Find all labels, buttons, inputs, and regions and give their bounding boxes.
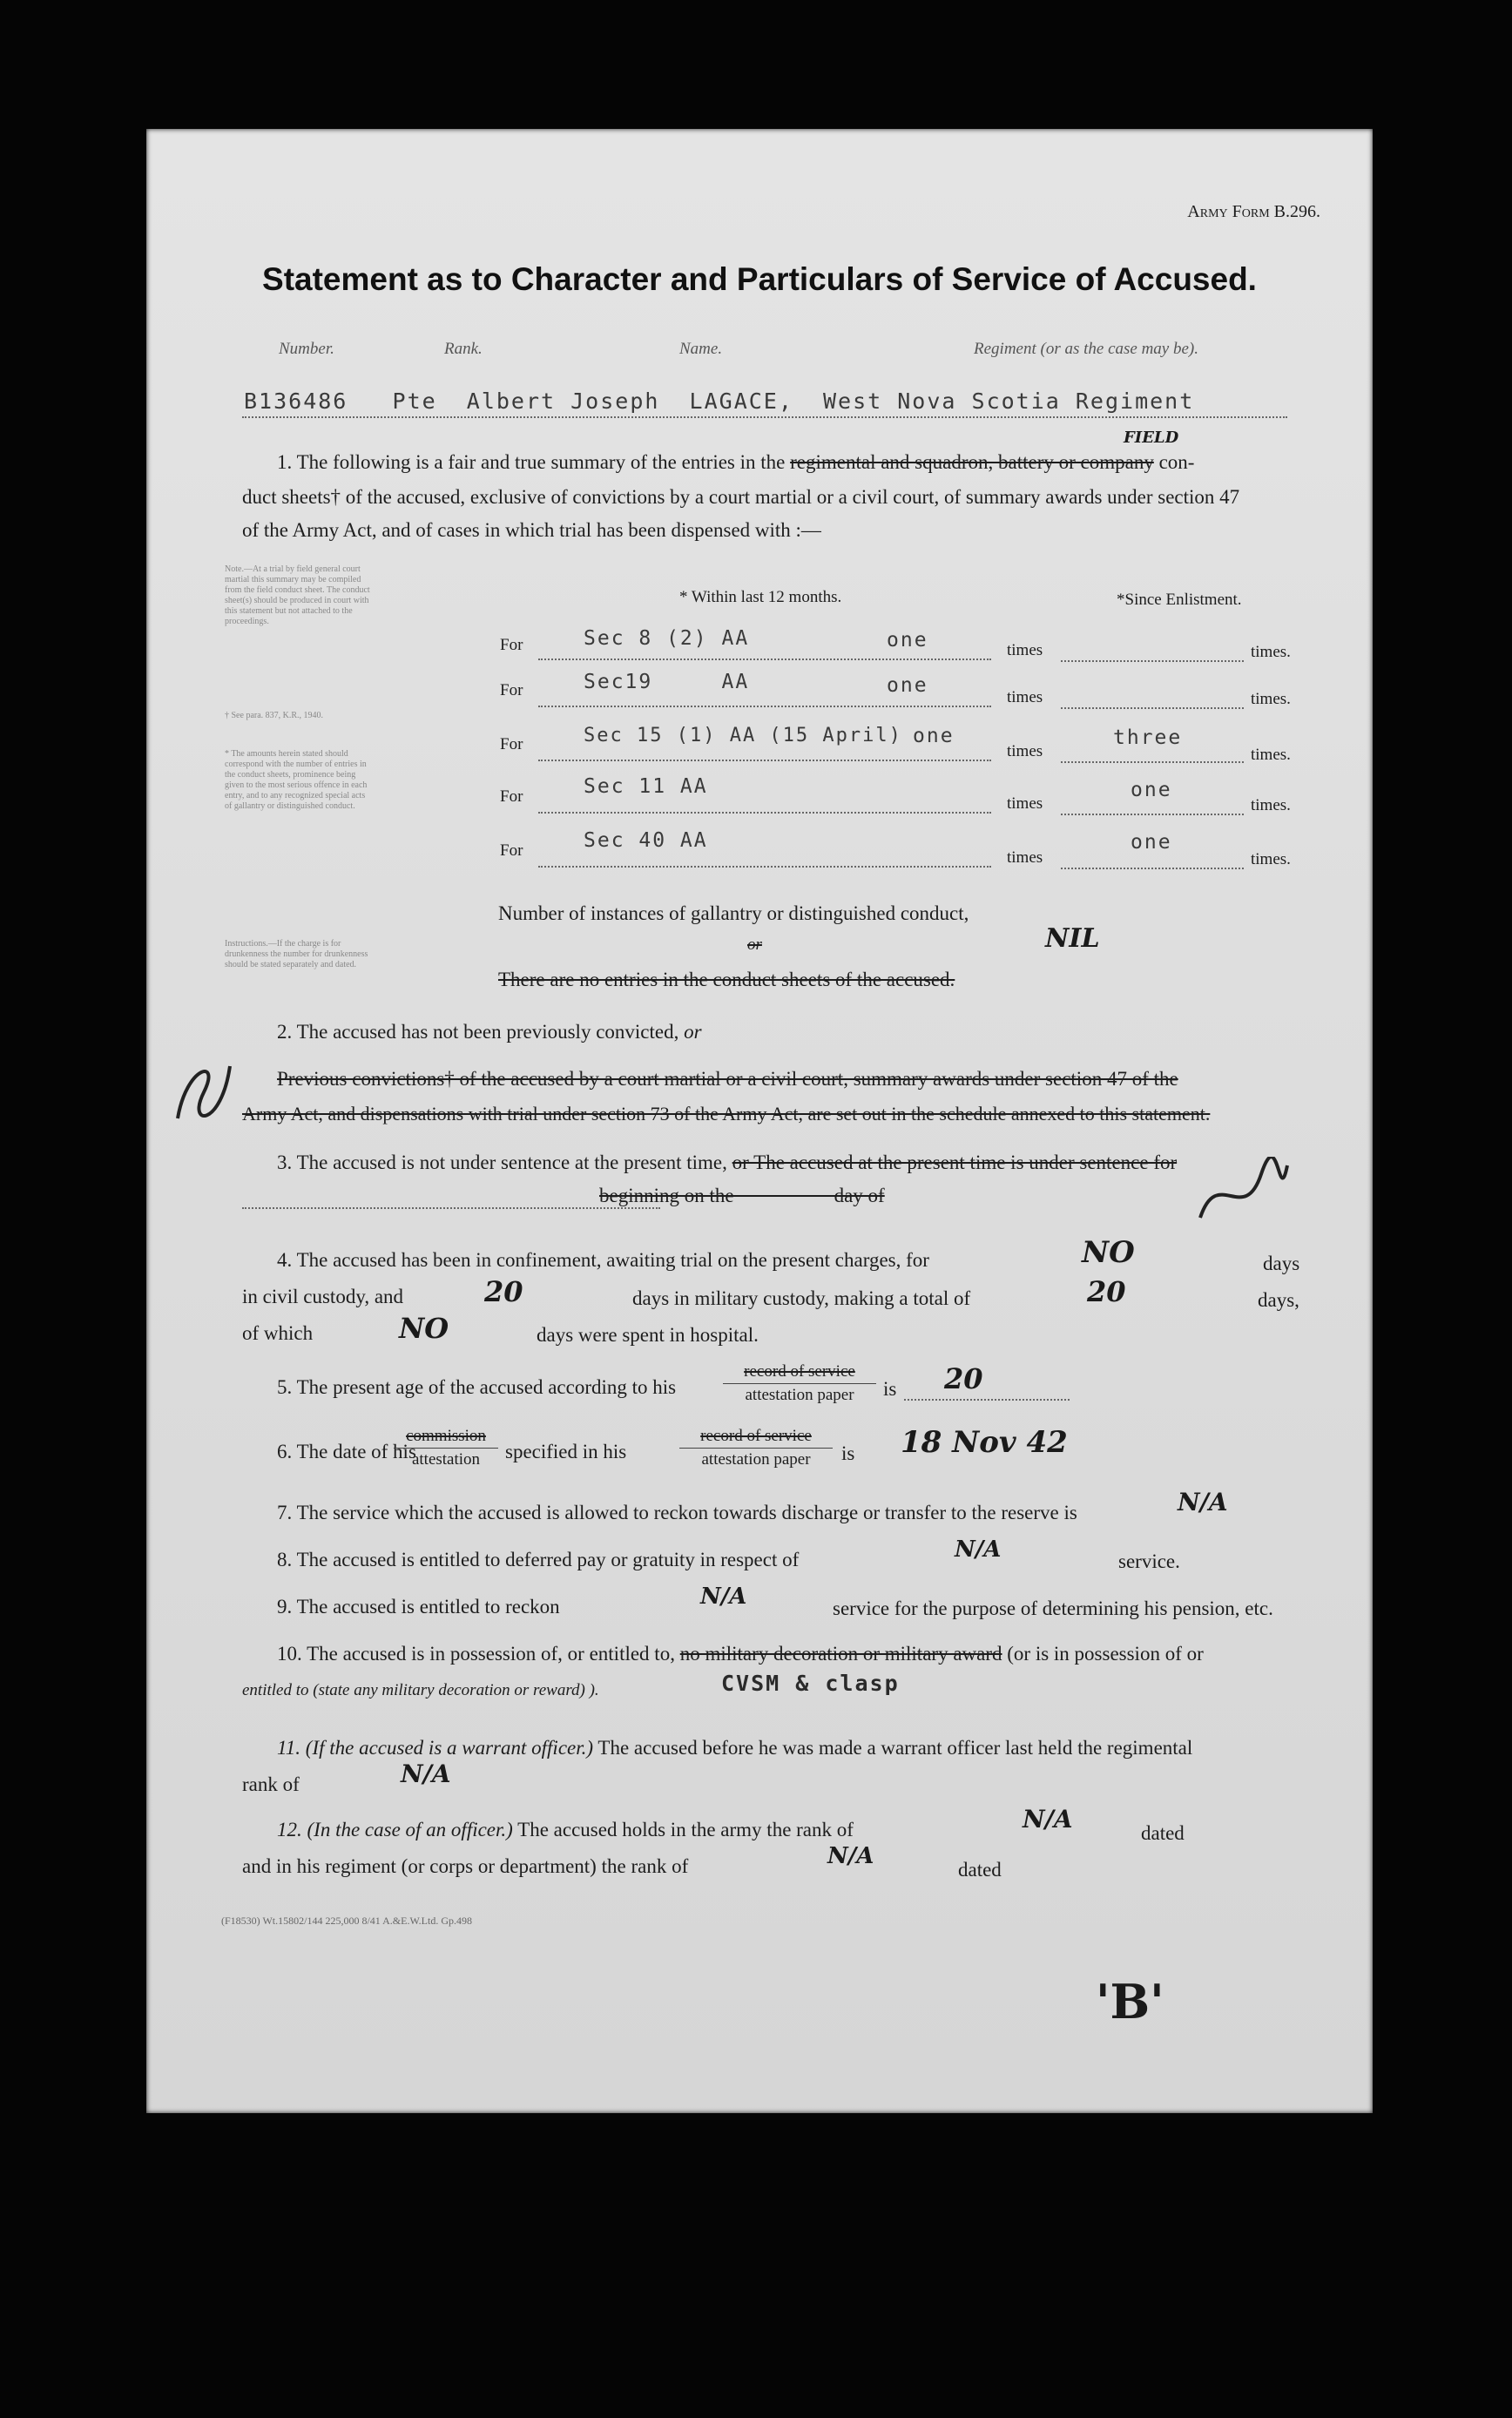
row-times-label: times [1007,641,1043,659]
section10-text: 10. The accused is in possession of, or entitled to, [277,1643,675,1665]
frac-bottom: attestation paper [701,1450,811,1469]
form-number: Army Form B.296. [1187,202,1320,221]
section4-line3b: days were spent in hospital. [537,1324,759,1346]
officer-rank-value: N/A [1023,1805,1073,1834]
row-times-label: times. [1251,796,1291,814]
section4-line3a: of which [242,1322,314,1344]
row-dotted-line [1061,814,1244,815]
section12-line2: and in his regiment (or corps or department) the rank of [242,1855,689,1877]
side-note-2: † See para. 837, K.R., 1940. [225,711,324,720]
row-times-label: times. [1251,850,1291,868]
row-since-count: three [1113,726,1183,749]
row-offence: Sec19 AA [584,671,750,693]
row-times-label: times [1007,794,1043,813]
section6-text: 6. The date of his [277,1441,416,1462]
hospital-days: NO [399,1312,449,1345]
row-times-label: times [1007,688,1043,706]
row-dotted-line [1061,868,1244,869]
section9-text: 9. The accused is entitled to reckon [277,1596,560,1618]
row-within-count: one [887,629,928,652]
frac-bottom: attestation [411,1450,481,1469]
section9-tail: service for the purpose of determining his pension, etc. [833,1597,1273,1619]
frac-top: record of service [723,1361,876,1384]
no-entries-struck: There are no entries in the conduct sheets of the accused. [498,969,955,990]
section11-condition: 11. (If the accused is a warrant officer.) [277,1737,594,1759]
row-offence: Sec 11 AA [584,775,708,798]
page-title: Statement as to Character and Particulars of Service of Accused. [262,261,1257,297]
section10-struck-text: no military decoration or military award [679,1643,1002,1665]
frac-top: commission [394,1425,498,1449]
row-times-label: times. [1251,643,1291,661]
form-page [146,129,1373,2113]
section10-line2: entitled to (state any military decoration or reward) ). [242,1681,599,1699]
section3-text: 3. The accused is not under sentence at the present time, [277,1152,727,1173]
accused-identity: B136486 Pte Albert Joseph LAGACE, West Nova Scotia Regiment [244,388,1195,414]
gallantry-label: Number of instances of gallantry or distinguished conduct, [498,902,969,924]
days-label: days, [1258,1289,1299,1311]
section11-text: The accused before he was made a warrant officer last held the regimental [597,1737,1193,1759]
side-note-3: * The amounts herein stated should correspond with the number of entries in the conduct sheets, prominence being given to the most serious offence in each entry, and to any recognized special acts of gallantry or distinguished conduct. [225,749,368,811]
age-value: 20 [944,1362,983,1395]
col-within-12-months: * Within last 12 months. [679,588,842,606]
row-dotted-line [1061,660,1244,662]
row-since-count: one [1131,831,1172,854]
row-dotted-line [538,812,991,814]
row-since-count: one [1131,779,1172,801]
attestation-date: 18 Nov 42 [901,1425,1068,1460]
row-for-label: For [500,636,523,654]
section10-line1 [277,1643,1204,1665]
section2-or: or [684,1021,702,1043]
row-within-count: one [913,725,955,747]
row-times-label: times. [1251,690,1291,708]
side-note-1: Note.—At a trial by field general court martial this summary may be compiled from the field conduct sheet. The conduct sheet(s) should be produced in court with this statement but not attached to the proceedings. [225,564,370,626]
section2-line2: Previous convictions† of the accused by a court martial or a civil court, summary awards under section 47 of the [277,1068,1178,1090]
section1-line2: duct sheets† of the accused, exclusive of convictions by a court martial or a civil court, of summary awards under section 47 [242,486,1240,508]
col-since-enlistment: *Since Enlistment. [1117,591,1242,609]
identity-line [242,416,1287,418]
row-dotted-line [538,866,991,868]
section4-line1: 4. The accused has been in confinement, awaiting trial on the present charges, for [277,1249,929,1271]
section3-dotted-line [242,1207,660,1209]
row-dotted-line [538,706,991,707]
row-dotted-line [538,659,991,660]
section5-document-choice [723,1361,876,1407]
section2-line3: Army Act, and dispensations with trial under section 73 of the Army Act, are set out in the schedule annexed to this statement. [242,1103,1211,1125]
section2-text: 2. The accused has not been previously convicted, [277,1021,679,1043]
section3-struck-text: or The accused at the present time is under sentence for [732,1152,1178,1173]
section1-intro [277,451,1194,474]
row-dotted-line [1061,761,1244,763]
side-note-4: Instructions.—If the charge is for drunkenness the number for drunkenness should be stated separately and dated. [225,939,368,969]
section3-line1 [277,1152,1177,1174]
section11-line2: rank of [242,1773,300,1795]
label-rank: Rank. [444,340,483,358]
row-times-label: times [1007,848,1043,867]
row-offence: Sec 15 (1) AA (15 April) [584,725,902,746]
initials-scribble [1191,1157,1296,1235]
row-for-label: For [500,787,523,806]
section1-intro-b: con- [1158,451,1195,473]
printer-imprint: (F18530) Wt.15802/144 225,000 8/41 A.&E.W.Ltd. Gp.498 [221,1915,472,1927]
field-insert: FIELD [1124,429,1179,447]
row-times-label: times [1007,742,1043,760]
section8-text: 8. The accused is entitled to deferred pay or gratuity in respect of [277,1549,800,1570]
section12-condition: 12. (In the case of an officer.) [277,1819,513,1841]
section8-tail: service. [1118,1550,1180,1572]
military-custody-days: 20 [484,1275,523,1308]
frac-top: record of service [679,1425,833,1449]
specified-label: specified in his [505,1441,627,1462]
label-number: Number. [279,340,334,358]
section1-intro-a: 1. The following is a fair and true summary of the entries in the [277,451,786,473]
row-times-label: times. [1251,746,1291,764]
section12-line1 [277,1819,854,1841]
section10-tail: (or is in possession of or [1007,1643,1204,1665]
row-for-label: For [500,841,523,860]
is-label: is [841,1442,855,1464]
label-regiment: Regiment (or as the case may be). [974,340,1199,358]
section2-line1 [277,1021,702,1044]
section4-line2b: days in military custody, making a total of [632,1287,971,1309]
total-days: 20 [1087,1275,1126,1308]
dated-label: dated [958,1859,1002,1881]
row-for-label: For [500,681,523,699]
section5-dotted-line [904,1399,1070,1401]
label-name: Name. [679,340,723,358]
warrant-rank-value: N/A [401,1759,451,1788]
section3-line2: beginning on the day of [599,1185,885,1206]
civil-custody-days: NO [1082,1235,1135,1270]
row-offence: Sec 8 (2) AA [584,627,750,650]
row-dotted-line [538,760,991,761]
section12-text: The accused holds in the army the rank of [517,1819,854,1841]
days-label: days [1263,1253,1300,1274]
is-label: is [883,1378,897,1400]
section1-struck-text: regimental and squadron, battery or company [790,451,1154,473]
row-within-count: one [887,674,928,697]
section7-text: 7. The service which the accused is allowed to reckon towards discharge or transfer to the reserve is [277,1502,1077,1523]
pension-reckon-value: N/A [700,1584,747,1610]
row-offence: Sec 40 AA [584,829,708,852]
initials-scribble [169,1049,239,1136]
section6-document-choice [679,1425,833,1471]
row-dotted-line [1061,707,1244,709]
frac-bottom: attestation paper [745,1386,854,1404]
section11-line1 [277,1737,1192,1759]
section4-line2a: in civil custody, and [242,1286,404,1307]
regimental-rank-value: N/A [827,1843,874,1869]
section5-text: 5. The present age of the accused according to his [277,1376,677,1398]
deferred-pay-value: N/A [955,1537,1002,1563]
or-struck: or [747,935,762,954]
decoration-value: CVSM & clasp [721,1671,900,1696]
row-for-label: For [500,735,523,753]
gallantry-value: NIL [1045,923,1100,954]
section6-commission-choice [394,1425,498,1471]
dated-label: dated [1141,1822,1185,1844]
page-mark: 'B' [1096,1974,1164,2030]
reckon-service-value: N/A [1178,1488,1228,1516]
section1-line3: of the Army Act, and of cases in which trial has been dispensed with :— [242,519,821,541]
